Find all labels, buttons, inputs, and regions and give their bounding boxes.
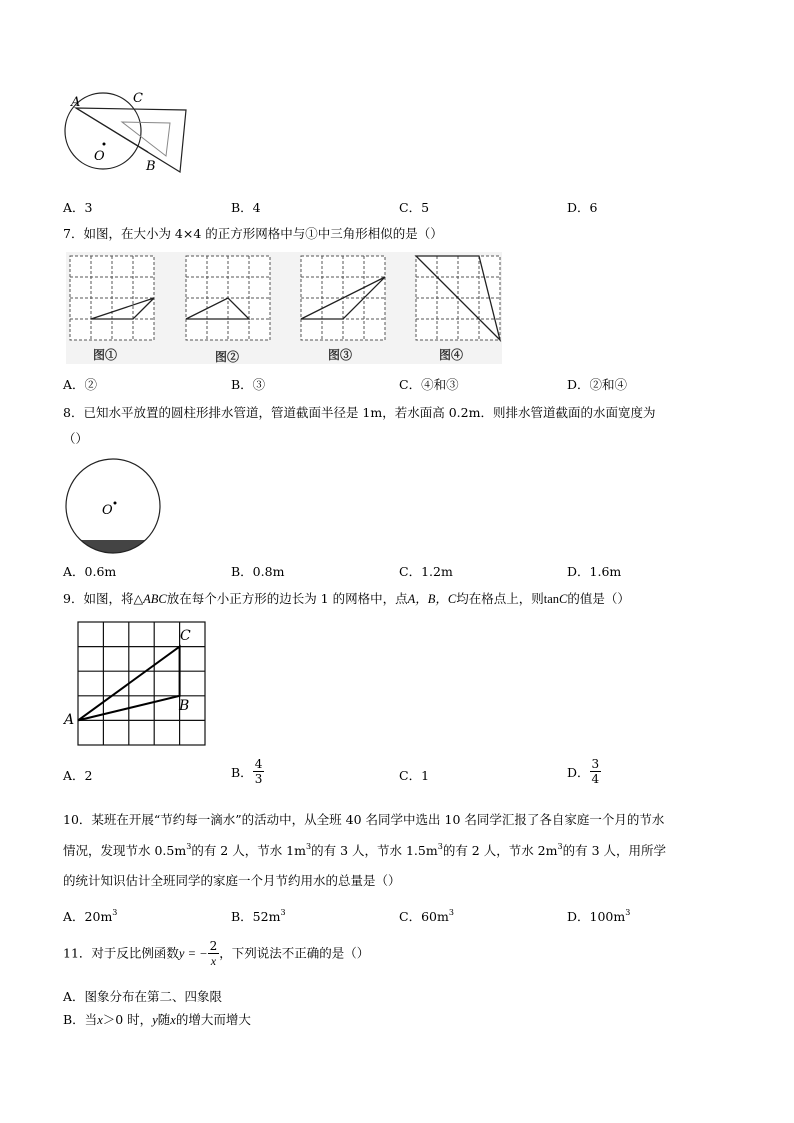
q9-stem-mid: 放在每个小正方形的边长为 1 的网格中，点 <box>166 591 408 606</box>
q9-stem-pre: 9．如图，将△ <box>63 591 144 606</box>
q11-stem <box>63 935 369 972</box>
q6-option-c: C．5 <box>399 200 430 215</box>
q11-func-lhs: y = − <box>178 946 208 961</box>
q10-option-d-value: D．100 <box>567 909 614 924</box>
q11-option-b <box>63 1010 251 1028</box>
q6-label-o: O <box>94 149 105 164</box>
q7-grid-2 <box>186 256 272 342</box>
q10-exp: 3 <box>625 908 631 917</box>
q10-exp: 3 <box>437 842 443 851</box>
q11-func-fraction <box>208 939 220 968</box>
q7-option-d: D．②和④ <box>567 377 628 392</box>
q8-option-b: B．0.8m <box>231 564 285 579</box>
q10-l2-a: 情况，发现节水 0.5 <box>63 843 175 858</box>
q9-stem-tan: tan <box>543 592 559 606</box>
q8-option-a: A．0.6m <box>63 564 117 579</box>
q10-unit: m <box>294 843 306 858</box>
q9-option-b-fraction <box>253 757 265 786</box>
q9-option-b-num: 4 <box>254 757 263 771</box>
q10-option-b <box>231 907 286 925</box>
q11-option-b-mid2: 随 <box>157 1012 171 1027</box>
q10-unit: m <box>425 843 438 858</box>
q9-option-b-den: 3 <box>254 772 263 786</box>
q10-l2-d: 的有 2 人，节水 2 <box>442 843 546 858</box>
q11-option-b-x2: x <box>170 1013 176 1027</box>
q11-option-b-y: y <box>152 1013 158 1027</box>
q9-option-d <box>567 757 601 786</box>
q10-unit: m <box>436 909 449 924</box>
q10-l2-e: 的有 3 人，用所学 <box>562 843 666 858</box>
q10-unit: m <box>268 909 281 924</box>
q7-caption-2: 图② <box>215 350 240 364</box>
q7-caption-4: 图④ <box>439 348 464 362</box>
q11-option-b-x: x <box>97 1013 103 1027</box>
q9-stem-c: C <box>559 592 568 606</box>
q9-figure <box>64 620 214 750</box>
q11-stem-post: ，下列说法不正确的是（） <box>219 945 370 961</box>
q7-grid-1 <box>70 256 156 342</box>
q7-grid-4 <box>416 256 502 342</box>
q9-option-a: A．2 <box>63 768 93 783</box>
q6-option-b: B．4 <box>231 200 261 215</box>
q10-option-a-value: A．20 <box>63 909 101 924</box>
q11-func-num: 2 <box>209 939 218 953</box>
q10-line2 <box>63 841 666 859</box>
q9-stem-points: A，B，C <box>407 592 457 606</box>
q8-label-o: O <box>102 503 113 518</box>
q10-unit: m <box>100 909 113 924</box>
q6-label-c: C <box>133 91 143 106</box>
q10-exp: 3 <box>280 908 286 917</box>
q8-pipe-circle <box>66 459 160 553</box>
q11-func-den: x <box>210 954 217 968</box>
q6-option-a: A．3 <box>63 200 93 215</box>
q10-option-c-value: C．60 <box>399 909 437 924</box>
q6-figure <box>62 88 192 180</box>
q9-stem <box>63 589 630 607</box>
q7-option-a: A．② <box>63 377 98 392</box>
q6-label-b: B <box>146 159 156 174</box>
q7-caption-3: 图③ <box>328 348 353 362</box>
q9-option-d-num: 3 <box>591 757 600 771</box>
q10-exp: 3 <box>112 908 118 917</box>
q7-stem: 7．如图，在大小为 4×4 的正方形网格中与①中三角形相似的是（） <box>63 226 443 241</box>
q10-l2-b: 的有 2 人，节水 1 <box>191 843 295 858</box>
q9-label-b: B <box>179 698 190 714</box>
q8-center-dot <box>114 502 117 505</box>
q9-option-d-label: D． <box>567 764 590 780</box>
q10-option-c <box>399 907 454 925</box>
q10-unit: m <box>545 843 558 858</box>
q8-figure <box>64 458 164 556</box>
q6-center-dot <box>103 143 106 146</box>
q9-option-b-label: B． <box>231 764 253 780</box>
q7-caption-1: 图① <box>93 348 118 362</box>
q10-option-d <box>567 907 630 925</box>
q10-option-b-value: B．52 <box>231 909 269 924</box>
q8-option-c: C．1.2m <box>399 564 453 579</box>
q10-line1: 10．某班在开展“节约每一滴水”的活动中，从全班 40 名同学中选出 10 名同学汇报了各自家庭一个月的节水 <box>63 812 665 827</box>
q9-option-c: C．1 <box>399 768 430 783</box>
q8-water-segment <box>64 540 164 560</box>
q10-l2-c: 的有 3 人，节水 1.5 <box>311 843 426 858</box>
q7-option-b: B．③ <box>231 377 266 392</box>
q11-option-b-pre: B．当 <box>63 1012 98 1027</box>
q10-exp: 3 <box>557 842 563 851</box>
q9-option-d-den: 4 <box>591 772 600 786</box>
q11-option-a: A．图象分布在第二、四象限 <box>63 989 223 1004</box>
q10-unit: m <box>613 909 626 924</box>
q6-option-d: D．6 <box>567 200 598 215</box>
q10-option-a <box>63 907 117 925</box>
q9-stem-end: 的值是（） <box>567 591 630 606</box>
q10-exp: 3 <box>448 908 454 917</box>
q7-grid-3 <box>301 256 387 342</box>
q7-option-c: C．④和③ <box>399 377 459 392</box>
q6-label-a: A <box>71 95 81 110</box>
q10-exp: 3 <box>306 842 312 851</box>
q9-stem-abc: ABC <box>143 592 167 606</box>
q8-option-d: D．1.6m <box>567 564 622 579</box>
q9-label-c: C <box>180 628 191 644</box>
q8-stem-line2: （） <box>63 431 89 446</box>
q9-option-b <box>231 757 264 786</box>
q10-line3: 的统计知识估计全班同学的家庭一个月节约用水的总量是（） <box>63 873 401 888</box>
q11-stem-pre: 11．对于反比例函数 <box>63 945 179 961</box>
q9-label-a: A <box>64 712 75 728</box>
q10-unit: m <box>174 843 187 858</box>
q8-stem-line1: 8．已知水平放置的圆柱形排水管道，管道截面半径是 1m，若水面高 0.2m．则排水管道截面的水面宽度为 <box>63 405 656 420</box>
q9-option-d-fraction <box>590 757 602 786</box>
q11-option-b-mid: ＞0 时， <box>102 1012 153 1027</box>
q10-exp: 3 <box>186 842 192 851</box>
q11-option-b-end: 的增大而增大 <box>175 1012 251 1027</box>
q9-stem-post: 均在格点上，则 <box>456 591 544 606</box>
